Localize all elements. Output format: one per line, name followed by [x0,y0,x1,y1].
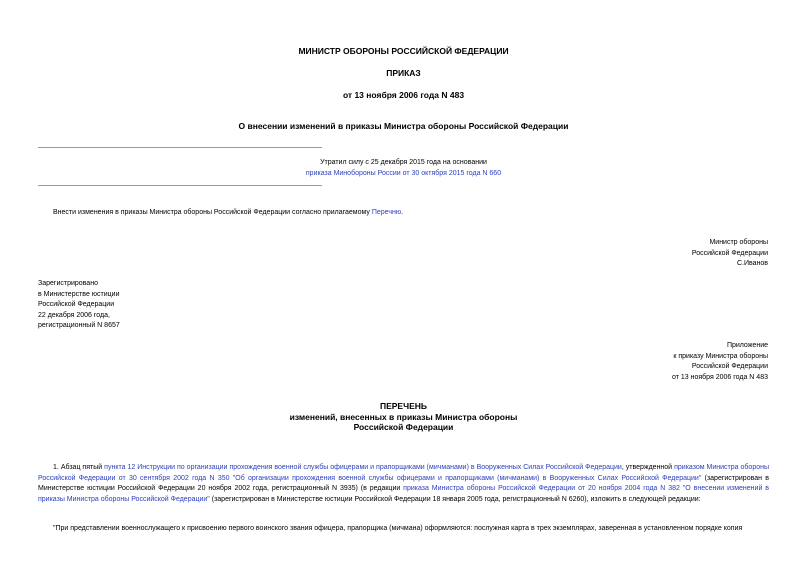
divider-bottom [38,185,322,186]
repeal-order-link[interactable]: приказа Минобороны России от 30 октября 2015 года N 660 [305,170,502,177]
appendix-line: к приказу Министра обороны [673,352,768,360]
order-350-link[interactable]: приказом Министра обороны Российской Федерации от 30 сентября 2002 года N 350 "Об организации прохождения военной службы офицерами и прапорщиками (мичманами) в Вооруженных Силах Российской Федерации" [38,464,770,482]
ministry-heading: МИНИСТР ОБОРОНЫ РОССИЙСКОЙ ФЕДЕРАЦИИ [298,46,509,56]
appendix-line: Российской Федерации [691,363,768,370]
registration-block [38,279,120,332]
instruction-link[interactable]: пункта 12 Инструкции по организации прохождения военной службы офицерами и прапорщиками (мичманами) в Вооруженных Силах Российской Федерации [104,464,622,471]
status-note-line: Утратил силу с 25 декабря 2015 года на основании [320,159,487,166]
date-number-heading: от 13 ноября 2006 года N 483 [342,90,465,100]
signature-block [692,238,768,270]
doc-type-heading: ПРИКАЗ [386,68,421,78]
amendment-paragraph-1 [38,463,769,505]
list-title-line: ПЕРЕЧЕНЬ [379,401,427,411]
document-title: О внесении изменений в приказы Министра обороны Российской Федерации [238,121,569,131]
appendix-line: от 13 ноября 2006 года N 483 [672,373,768,381]
para-text: (зарегистрирован в Министерстве юстиции Российской Федерации 20 ноября 2002 года, регистрационный N 3935) (в редакции [38,474,769,492]
divider-top [38,147,322,148]
quoted-text: "При представлении военнослужащего к присвоению первого воинского звания офицера, прапорщика (мичмана) оформляются: послужная карта в трех экземплярах, заверенная в установленном порядке копия [53,525,743,532]
para-text: (зарегистрирован в Министерстве юстиции Российской Федерации 18 января 2005 года, регистрационный N 6260), изложить в следующей редакции: [209,495,701,503]
appendix-block [672,341,768,383]
status-note-link-row [0,169,807,180]
registration-line: в Министерстве юстиции [38,290,120,298]
perechen-link[interactable]: Перечню [371,209,402,216]
registration-line: регистрационный N 8657 [38,322,120,329]
signature-line: Российской Федерации [691,249,768,257]
signature-line: Министр обороны [709,239,768,246]
para-text: 1. Абзац пятый [53,464,105,471]
list-title-line: Российской Федерации [353,422,454,432]
para-text: , утвержденной [621,464,675,471]
appendix-line: Приложение [726,342,768,349]
signature-name: С.Иванов [736,260,768,267]
registration-line: Зарегистрировано [38,280,98,287]
intro-paragraph [53,208,403,219]
list-title [0,401,807,433]
order-382-link[interactable]: приказа Министра обороны Российской Федерации от 20 ноября 2004 года N 382 "О внесении изменений в приказы Министра обороны Российской Федерации" [38,485,769,503]
registration-line: Российской Федерации [38,301,115,308]
intro-end: . [401,209,404,216]
list-title-line: изменений, внесенных в приказы Министра обороны [289,411,518,422]
intro-text: Внести изменения в приказы Министра обороны Российской Федерации согласно прилагаемому [53,209,372,216]
registration-line: 22 декабря 2006 года, [38,311,110,319]
